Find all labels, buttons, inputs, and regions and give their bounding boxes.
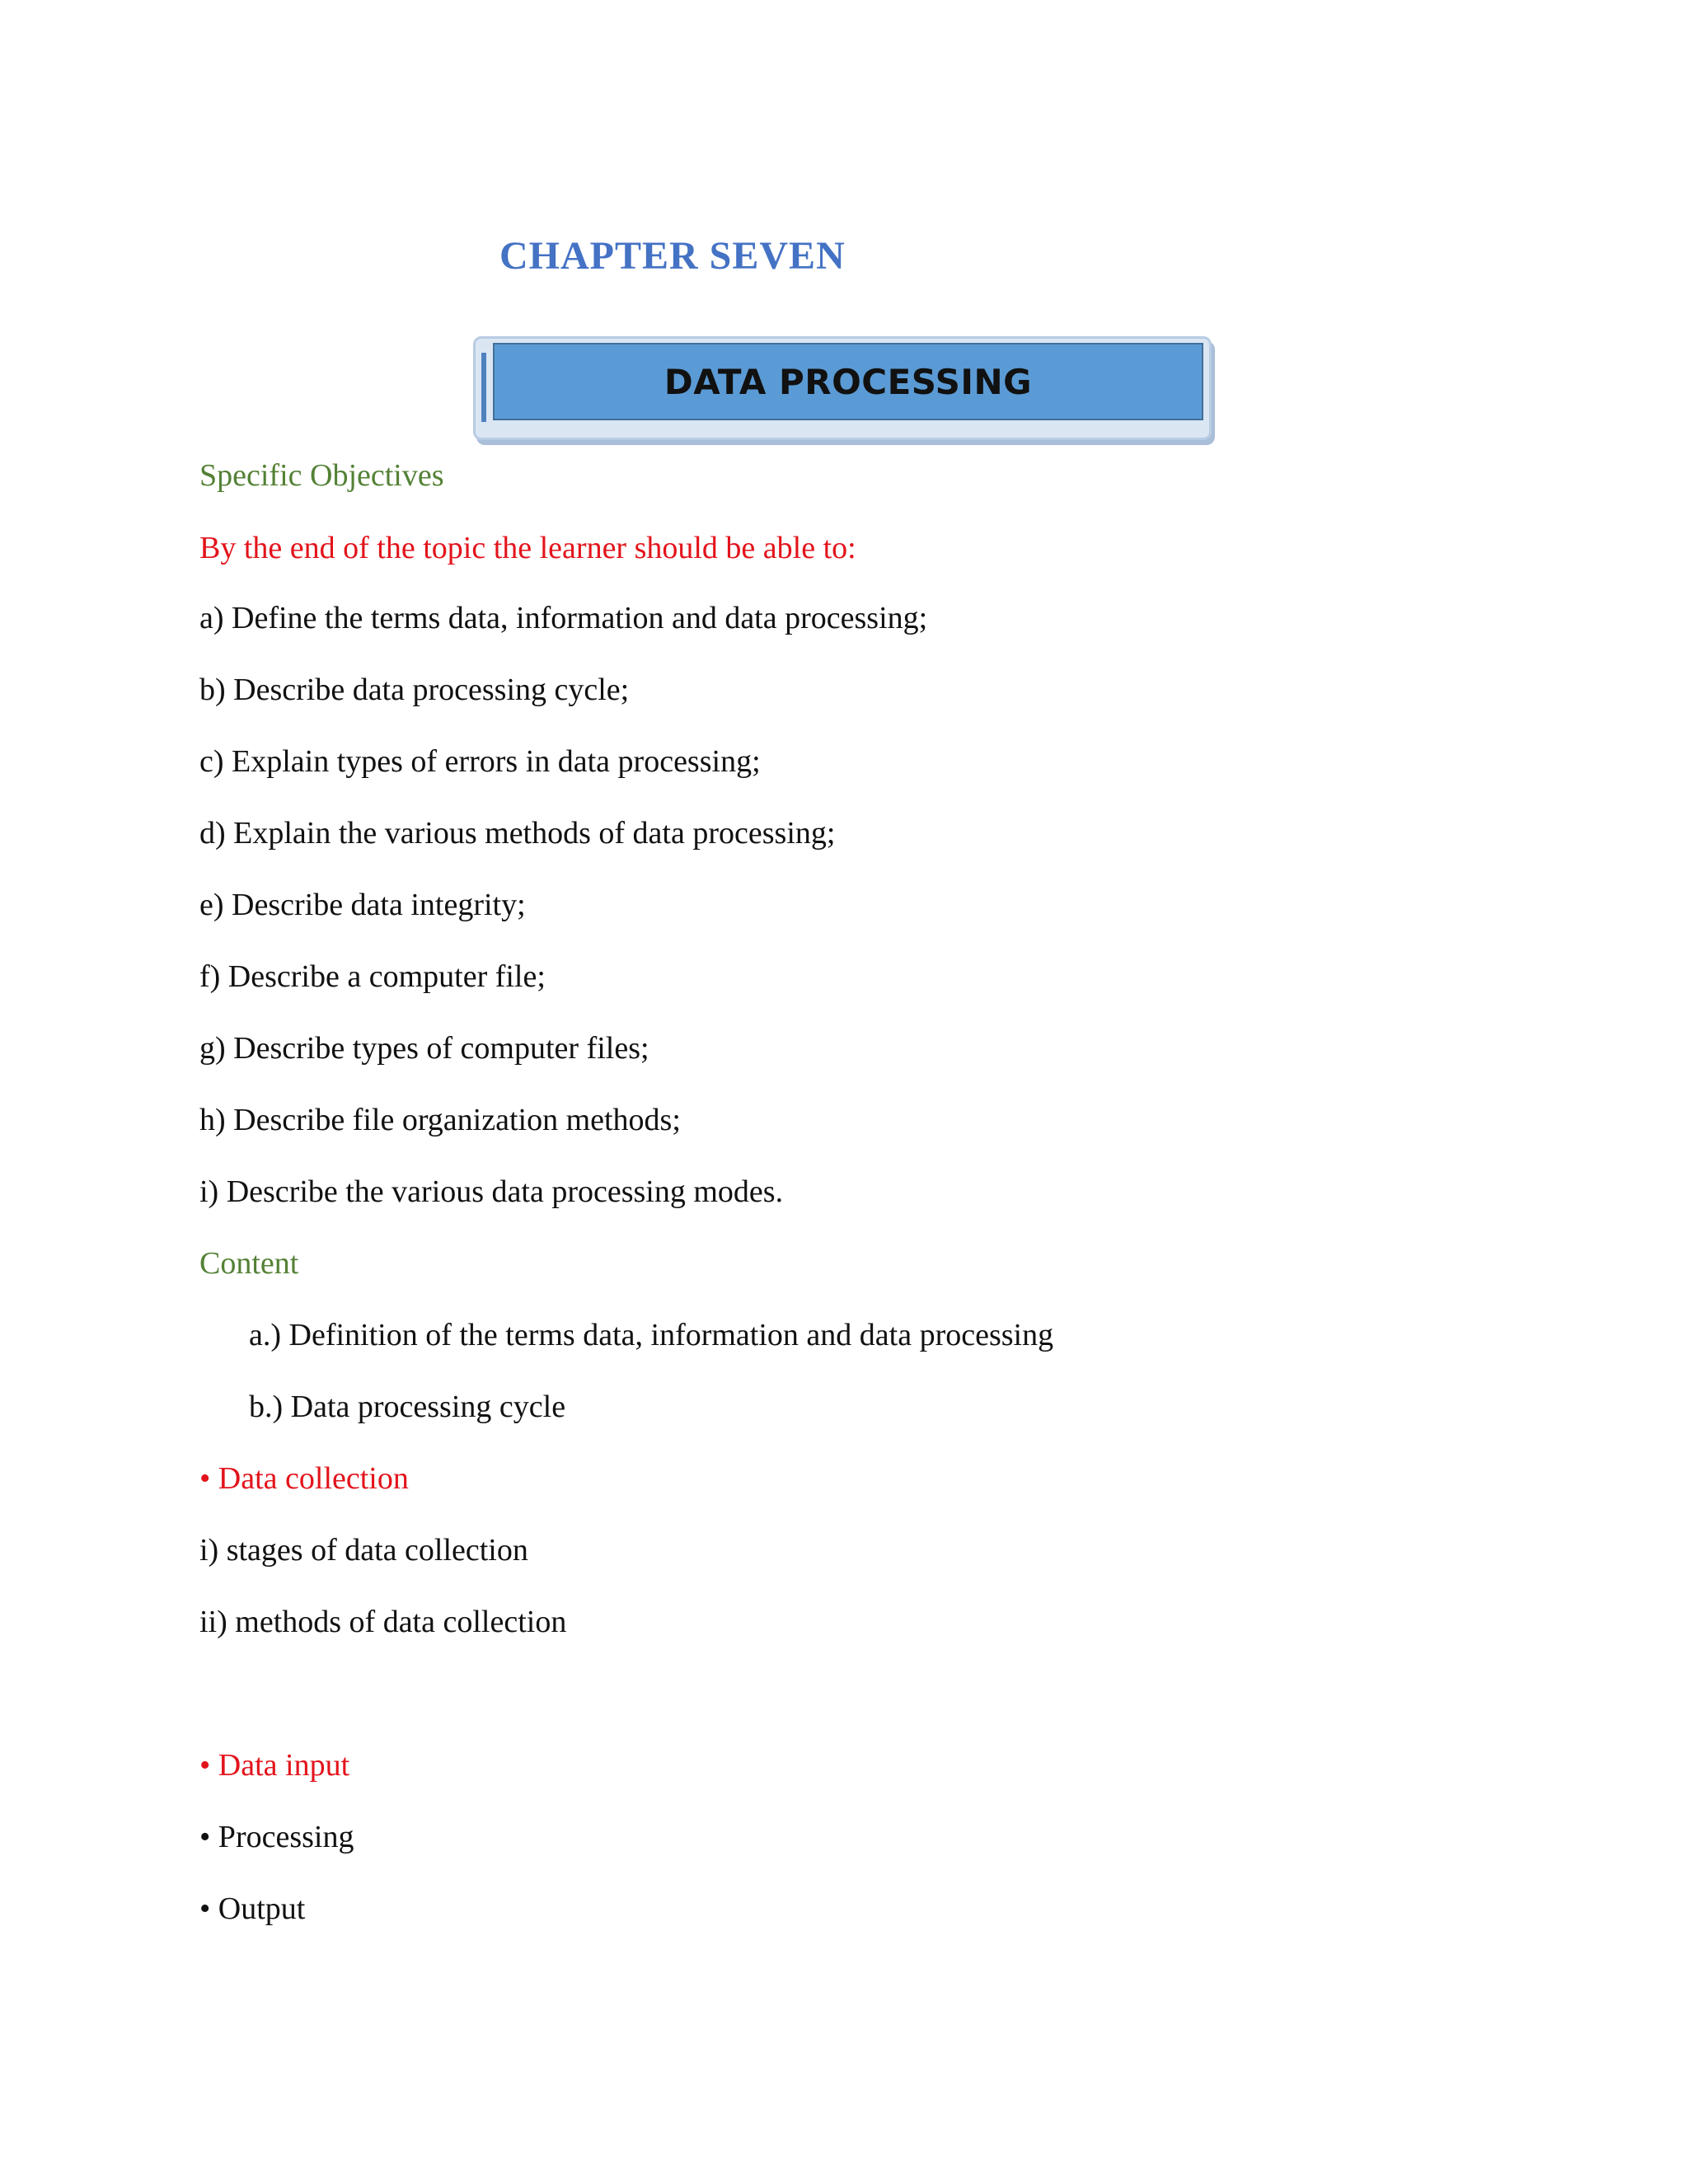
objective-item: d) Explain the various methods of data processing; <box>199 816 836 851</box>
content-item: b.) Data processing cycle <box>249 1390 566 1424</box>
bullet-data-collection: • Data collection <box>199 1461 409 1496</box>
objective-item: f) Describe a computer file; <box>199 959 546 994</box>
objectives-heading: Specific Objectives <box>199 458 444 493</box>
sub-item: ii) methods of data collection <box>199 1605 567 1639</box>
objective-item: g) Describe types of computer files; <box>199 1031 649 1066</box>
objective-item: c) Explain types of errors in data processing; <box>199 744 761 779</box>
objective-item: b) Describe data processing cycle; <box>199 673 630 707</box>
objective-item: e) Describe data integrity; <box>199 888 526 922</box>
bullet-processing: • Processing <box>199 1820 354 1854</box>
content-heading: Content <box>199 1246 299 1281</box>
objective-item: h) Describe file organization methods; <box>199 1103 681 1137</box>
bullet-output: • Output <box>199 1891 306 1926</box>
chapter-banner <box>473 330 1212 435</box>
content-item: a.) Definition of the terms data, information and data processing <box>249 1318 1054 1352</box>
banner-panel <box>493 343 1203 420</box>
banner-title: DATA PROCESSING <box>663 361 1033 402</box>
banner-accent-bar <box>481 353 486 422</box>
objective-item: a) Define the terms data, information and data processing; <box>199 601 928 635</box>
chapter-title: CHAPTER SEVEN <box>499 234 846 278</box>
sub-item: i) stages of data collection <box>199 1533 528 1568</box>
objective-item: i) Describe the various data processing modes. <box>199 1174 784 1209</box>
bullet-data-input: • Data input <box>199 1748 350 1783</box>
objectives-intro: By the end of the topic the learner should be able to: <box>199 531 856 565</box>
